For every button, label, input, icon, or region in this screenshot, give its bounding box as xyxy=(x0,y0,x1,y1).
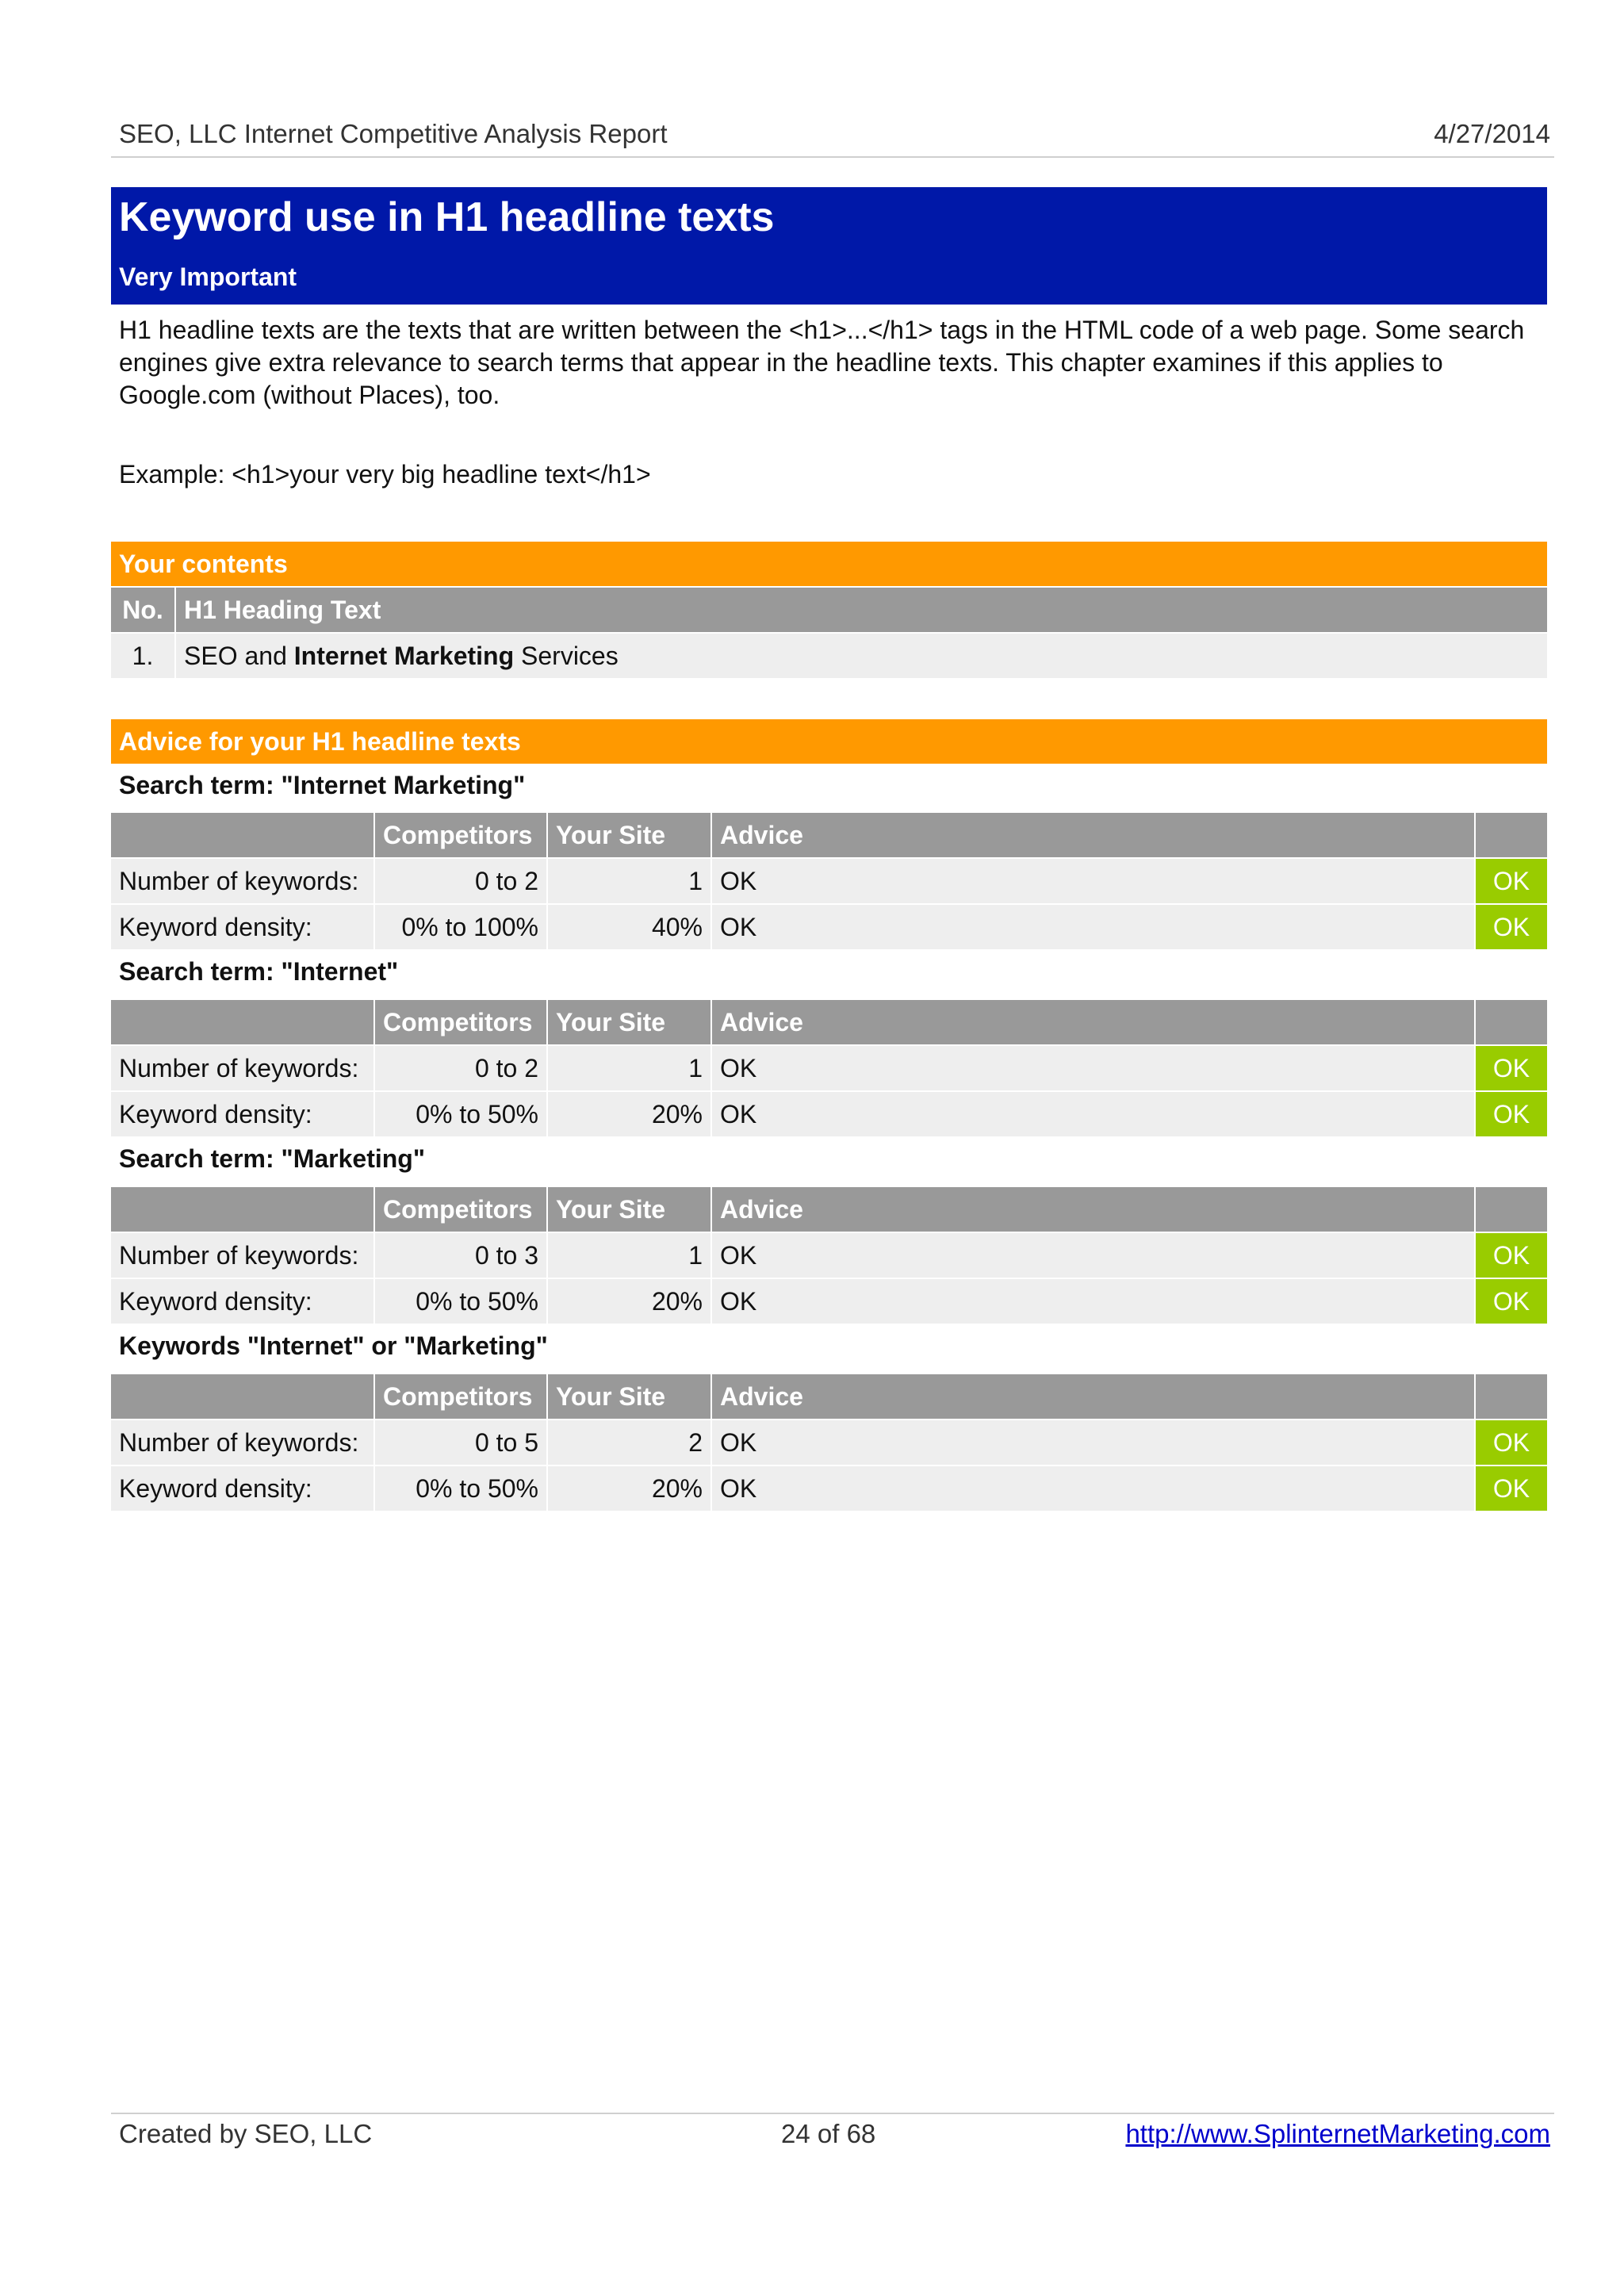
status-badge: OK xyxy=(1476,859,1547,903)
advice-header-row xyxy=(111,1000,1547,1044)
status-badge: OK xyxy=(1476,1092,1547,1136)
contents-row xyxy=(111,634,1547,678)
advice-header-row xyxy=(111,1374,1547,1419)
metric-label: Keyword density: xyxy=(111,1092,373,1136)
status-header xyxy=(1476,813,1547,857)
advice-value: OK xyxy=(712,1233,1474,1278)
competitors-value: 0% to 100% xyxy=(375,905,546,949)
advice-value: OK xyxy=(712,1420,1474,1465)
metric-label: Number of keywords: xyxy=(111,1233,373,1278)
competitors-value: 0 to 2 xyxy=(375,859,546,903)
your-site-header: Your Site xyxy=(548,1187,710,1232)
advice-value: OK xyxy=(712,905,1474,949)
website-link[interactable]: http://www.SplinternetMarketing.com xyxy=(1125,2119,1550,2148)
footer-divider xyxy=(111,2113,1554,2114)
h1-text-part: Services xyxy=(514,642,619,670)
blank-header xyxy=(111,1000,373,1044)
status-badge: OK xyxy=(1476,905,1547,949)
advice-value: OK xyxy=(712,859,1474,903)
header-divider xyxy=(111,156,1554,158)
metric-label: Number of keywords: xyxy=(111,859,373,903)
competitors-header: Competitors xyxy=(375,1187,546,1232)
intro-paragraph: H1 headline texts are the texts that are written between the <h1>...</h1> tags in the HTML code of a web page. Some search engines give extra relevance to search terms that appear in the headline texts. This chapter examines if this applies to Google.com (without Places), too. xyxy=(119,316,1525,409)
advice-row xyxy=(111,1233,1547,1278)
advice-row xyxy=(111,1092,1547,1136)
advice-header: Advice xyxy=(712,1374,1474,1419)
h1-keyword: Internet xyxy=(293,642,388,670)
competitors-value: 0 to 5 xyxy=(375,1420,546,1465)
report-title: SEO, LLC Internet Competitive Analysis Report xyxy=(119,119,668,148)
blank-header xyxy=(111,1187,373,1232)
advice-header: Advice xyxy=(712,813,1474,857)
your-site-value: 20% xyxy=(548,1466,710,1511)
metric-label: Keyword density: xyxy=(111,905,373,949)
search-term-label: Search term: "Internet" xyxy=(119,957,399,986)
competitors-value: 0% to 50% xyxy=(375,1092,546,1136)
advice-header: Advice xyxy=(712,1187,1474,1232)
competitors-value: 0% to 50% xyxy=(375,1279,546,1324)
status-header xyxy=(1476,1187,1547,1232)
status-badge: OK xyxy=(1476,1046,1547,1090)
your-site-value: 20% xyxy=(548,1092,710,1136)
advice-row xyxy=(111,1466,1547,1511)
status-badge: OK xyxy=(1476,1233,1547,1278)
h1-text-part: SEO and xyxy=(184,642,294,670)
your-site-value: 1 xyxy=(548,1046,710,1090)
your-site-header: Your Site xyxy=(548,1374,710,1419)
search-term-label: Search term: "Marketing" xyxy=(119,1144,426,1173)
advice-value: OK xyxy=(712,1046,1474,1090)
competitors-header: Competitors xyxy=(375,1000,546,1044)
status-badge: OK xyxy=(1476,1279,1547,1324)
competitors-value: 0% to 50% xyxy=(375,1466,546,1511)
search-term-label: Keywords "Internet" or "Marketing" xyxy=(119,1331,548,1360)
your-site-value: 2 xyxy=(548,1420,710,1465)
competitors-header: Competitors xyxy=(375,813,546,857)
your-site-value: 1 xyxy=(548,1233,710,1278)
page-number: 24 of 68 xyxy=(781,2119,876,2148)
your-site-value: 1 xyxy=(548,859,710,903)
report-date: 4/27/2014 xyxy=(1434,119,1550,148)
metric-label: Keyword density: xyxy=(111,1466,373,1511)
contents-header-row xyxy=(111,588,1547,632)
blank-header xyxy=(111,813,373,857)
status-badge: OK xyxy=(1476,1420,1547,1465)
contents-row-text xyxy=(176,634,1547,678)
advice-title: Advice for your H1 headline texts xyxy=(119,727,521,756)
your-contents-title: Your contents xyxy=(119,550,288,578)
example-text: Example: <h1>your very big headline text</h1> xyxy=(119,460,651,489)
competitors-value: 0 to 3 xyxy=(375,1233,546,1278)
h1-keyword: Marketing xyxy=(393,642,515,670)
col-h1-text-header: H1 Heading Text xyxy=(176,588,1547,632)
your-site-value: 40% xyxy=(548,905,710,949)
competitors-value: 0 to 2 xyxy=(375,1046,546,1090)
advice-value: OK xyxy=(712,1466,1474,1511)
advice-row xyxy=(111,1046,1547,1090)
advice-row xyxy=(111,859,1547,903)
metric-label: Number of keywords: xyxy=(111,1420,373,1465)
advice-header-row xyxy=(111,1187,1547,1232)
contents-row-no: 1. xyxy=(111,634,174,678)
competitors-header: Competitors xyxy=(375,1374,546,1419)
advice-row xyxy=(111,1420,1547,1465)
page-footer xyxy=(119,2119,1550,2149)
advice-bar xyxy=(111,719,1547,764)
advice-value: OK xyxy=(712,1092,1474,1136)
advice-header: Advice xyxy=(712,1000,1474,1044)
search-term-label: Search term: "Internet Marketing" xyxy=(119,771,526,799)
col-no-header: No. xyxy=(111,588,174,632)
advice-row xyxy=(111,905,1547,949)
advice-row xyxy=(111,1279,1547,1324)
section-title: Keyword use in H1 headline texts xyxy=(119,194,775,240)
your-site-header: Your Site xyxy=(548,1000,710,1044)
created-by: Created by SEO, LLC xyxy=(119,2119,373,2148)
metric-label: Number of keywords: xyxy=(111,1046,373,1090)
status-header xyxy=(1476,1000,1547,1044)
section-title-block xyxy=(111,187,1547,305)
advice-value: OK xyxy=(712,1279,1474,1324)
page-header xyxy=(119,119,1550,149)
status-header xyxy=(1476,1374,1547,1419)
your-site-value: 20% xyxy=(548,1279,710,1324)
status-badge: OK xyxy=(1476,1466,1547,1511)
metric-label: Keyword density: xyxy=(111,1279,373,1324)
advice-header-row xyxy=(111,813,1547,857)
blank-header xyxy=(111,1374,373,1419)
h1-text-part xyxy=(387,642,394,670)
your-site-header: Your Site xyxy=(548,813,710,857)
your-contents-bar xyxy=(111,542,1547,586)
importance-label: Very Important xyxy=(119,262,297,291)
